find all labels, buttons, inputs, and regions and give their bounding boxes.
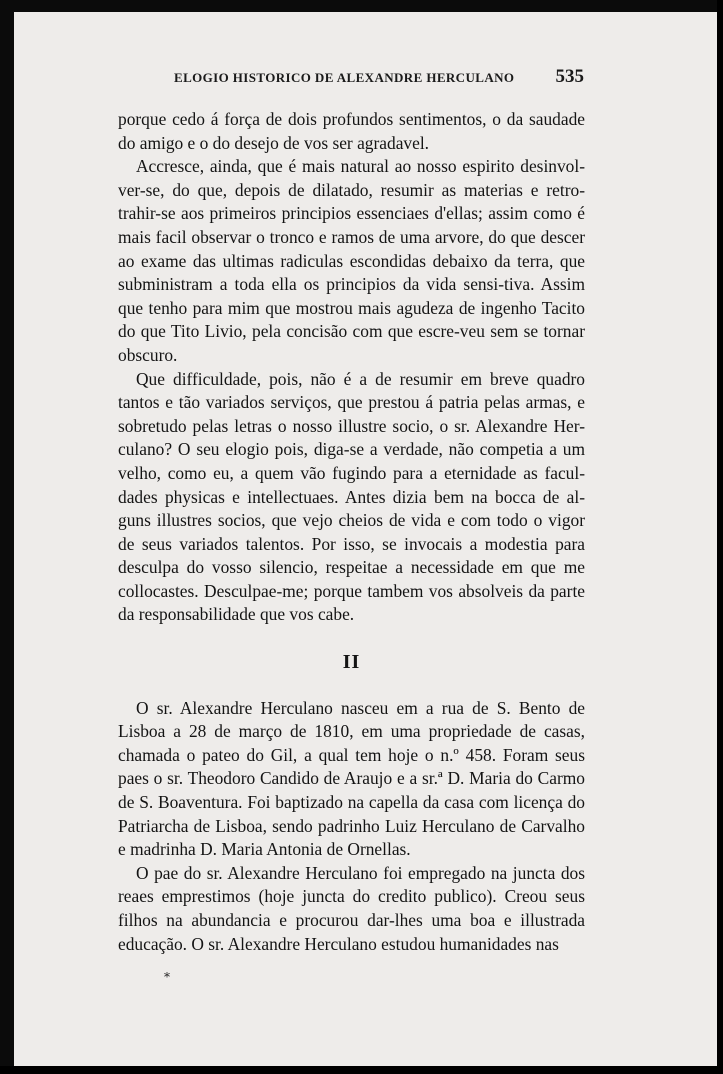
- scan-edge-bottom: [0, 1066, 723, 1074]
- paragraph: porque cedo á força de dois profundos sentimentos, o da saudade do amigo e o do desejo de vos ser agradavel.: [118, 109, 585, 153]
- section-heading: II: [342, 651, 361, 674]
- book-page: [14, 12, 717, 1066]
- paragraph: O pae do sr. Alexandre Herculano foi empregado na juncta dos reaes emprestimos (hoje juncta do credito publico). Creou seus filhos na abundancia e procurou dar-lhes uma boa e illustrada educação. O sr. Alexandre Herculano estudou humanidades nas: [118, 862, 585, 954]
- scan-edge-right: [717, 0, 723, 1074]
- paragraph: Que difficuldade, pois, não é a de resumir em breve quadro tantos e tão variados serviços, que prestou á patria pelas armas, e sobretudo pelas letras o nosso illustre socio, o sr. Alexandre Her-culano? O seu elogio pois, diga-se a verdade, não competia a um velho, como eu, a quem vão fugindo para a eternidade as facul-dades physicas e intellectuaes. Antes dizia bem na bocca de al-guns illustres socios, que vejo cheios de vida e com todo o vigor de seus variados talentos. Por isso, se invocais a modestia para desculpa do vosso silencio, respeitae a necessidade em que me collocastes. Desculpae-me; porque tambem vos absolveis da parte da responsabilidade que vos cabe.: [118, 368, 585, 625]
- body-text: [118, 108, 585, 956]
- page-header: [174, 66, 584, 90]
- paragraph: Accresce, ainda, que é mais natural ao nosso espirito desinvol-ver-se, do que, depois de dilatado, resumir as materias e retro-trahir-se aos primeiros principios essenciaes d'ellas; assim como é mais facil observar o tronco e ramos de uma arvore, do que descer ao exame das ultimas radiculas escondidas debaixo da terra, que subministram a toda ella os principios da vida sensi-tiva. Assim que tenho para mim que mostrou mais agudeza de ingenho Tacito do que Tito Livio, pela concisão com que escre-veu sem se tornar obscuro.: [118, 156, 585, 365]
- ornament-mark: *: [164, 970, 170, 984]
- running-title: ELOGIO HISTORICO DE ALEXANDRE HERCULANO: [174, 70, 515, 85]
- paragraph: O sr. Alexandre Herculano nasceu em a rua de S. Bento de Lisboa a 28 de março de 1810, em uma propriedade de casas, chamada o pateo do Gil, a qual tem hoje o n.º 458. Foram seus paes o sr. Theodoro Candido de Araujo e a sr.ª D. Maria do Carmo de S. Boaventura. Foi baptizado na capella da casa com licença do Patriarcha de Lisboa, sendo padrinho Luiz Herculano de Carvalho e madrinha D. Maria Antonia de Ornellas.: [118, 697, 585, 860]
- page-number: 535: [555, 66, 584, 87]
